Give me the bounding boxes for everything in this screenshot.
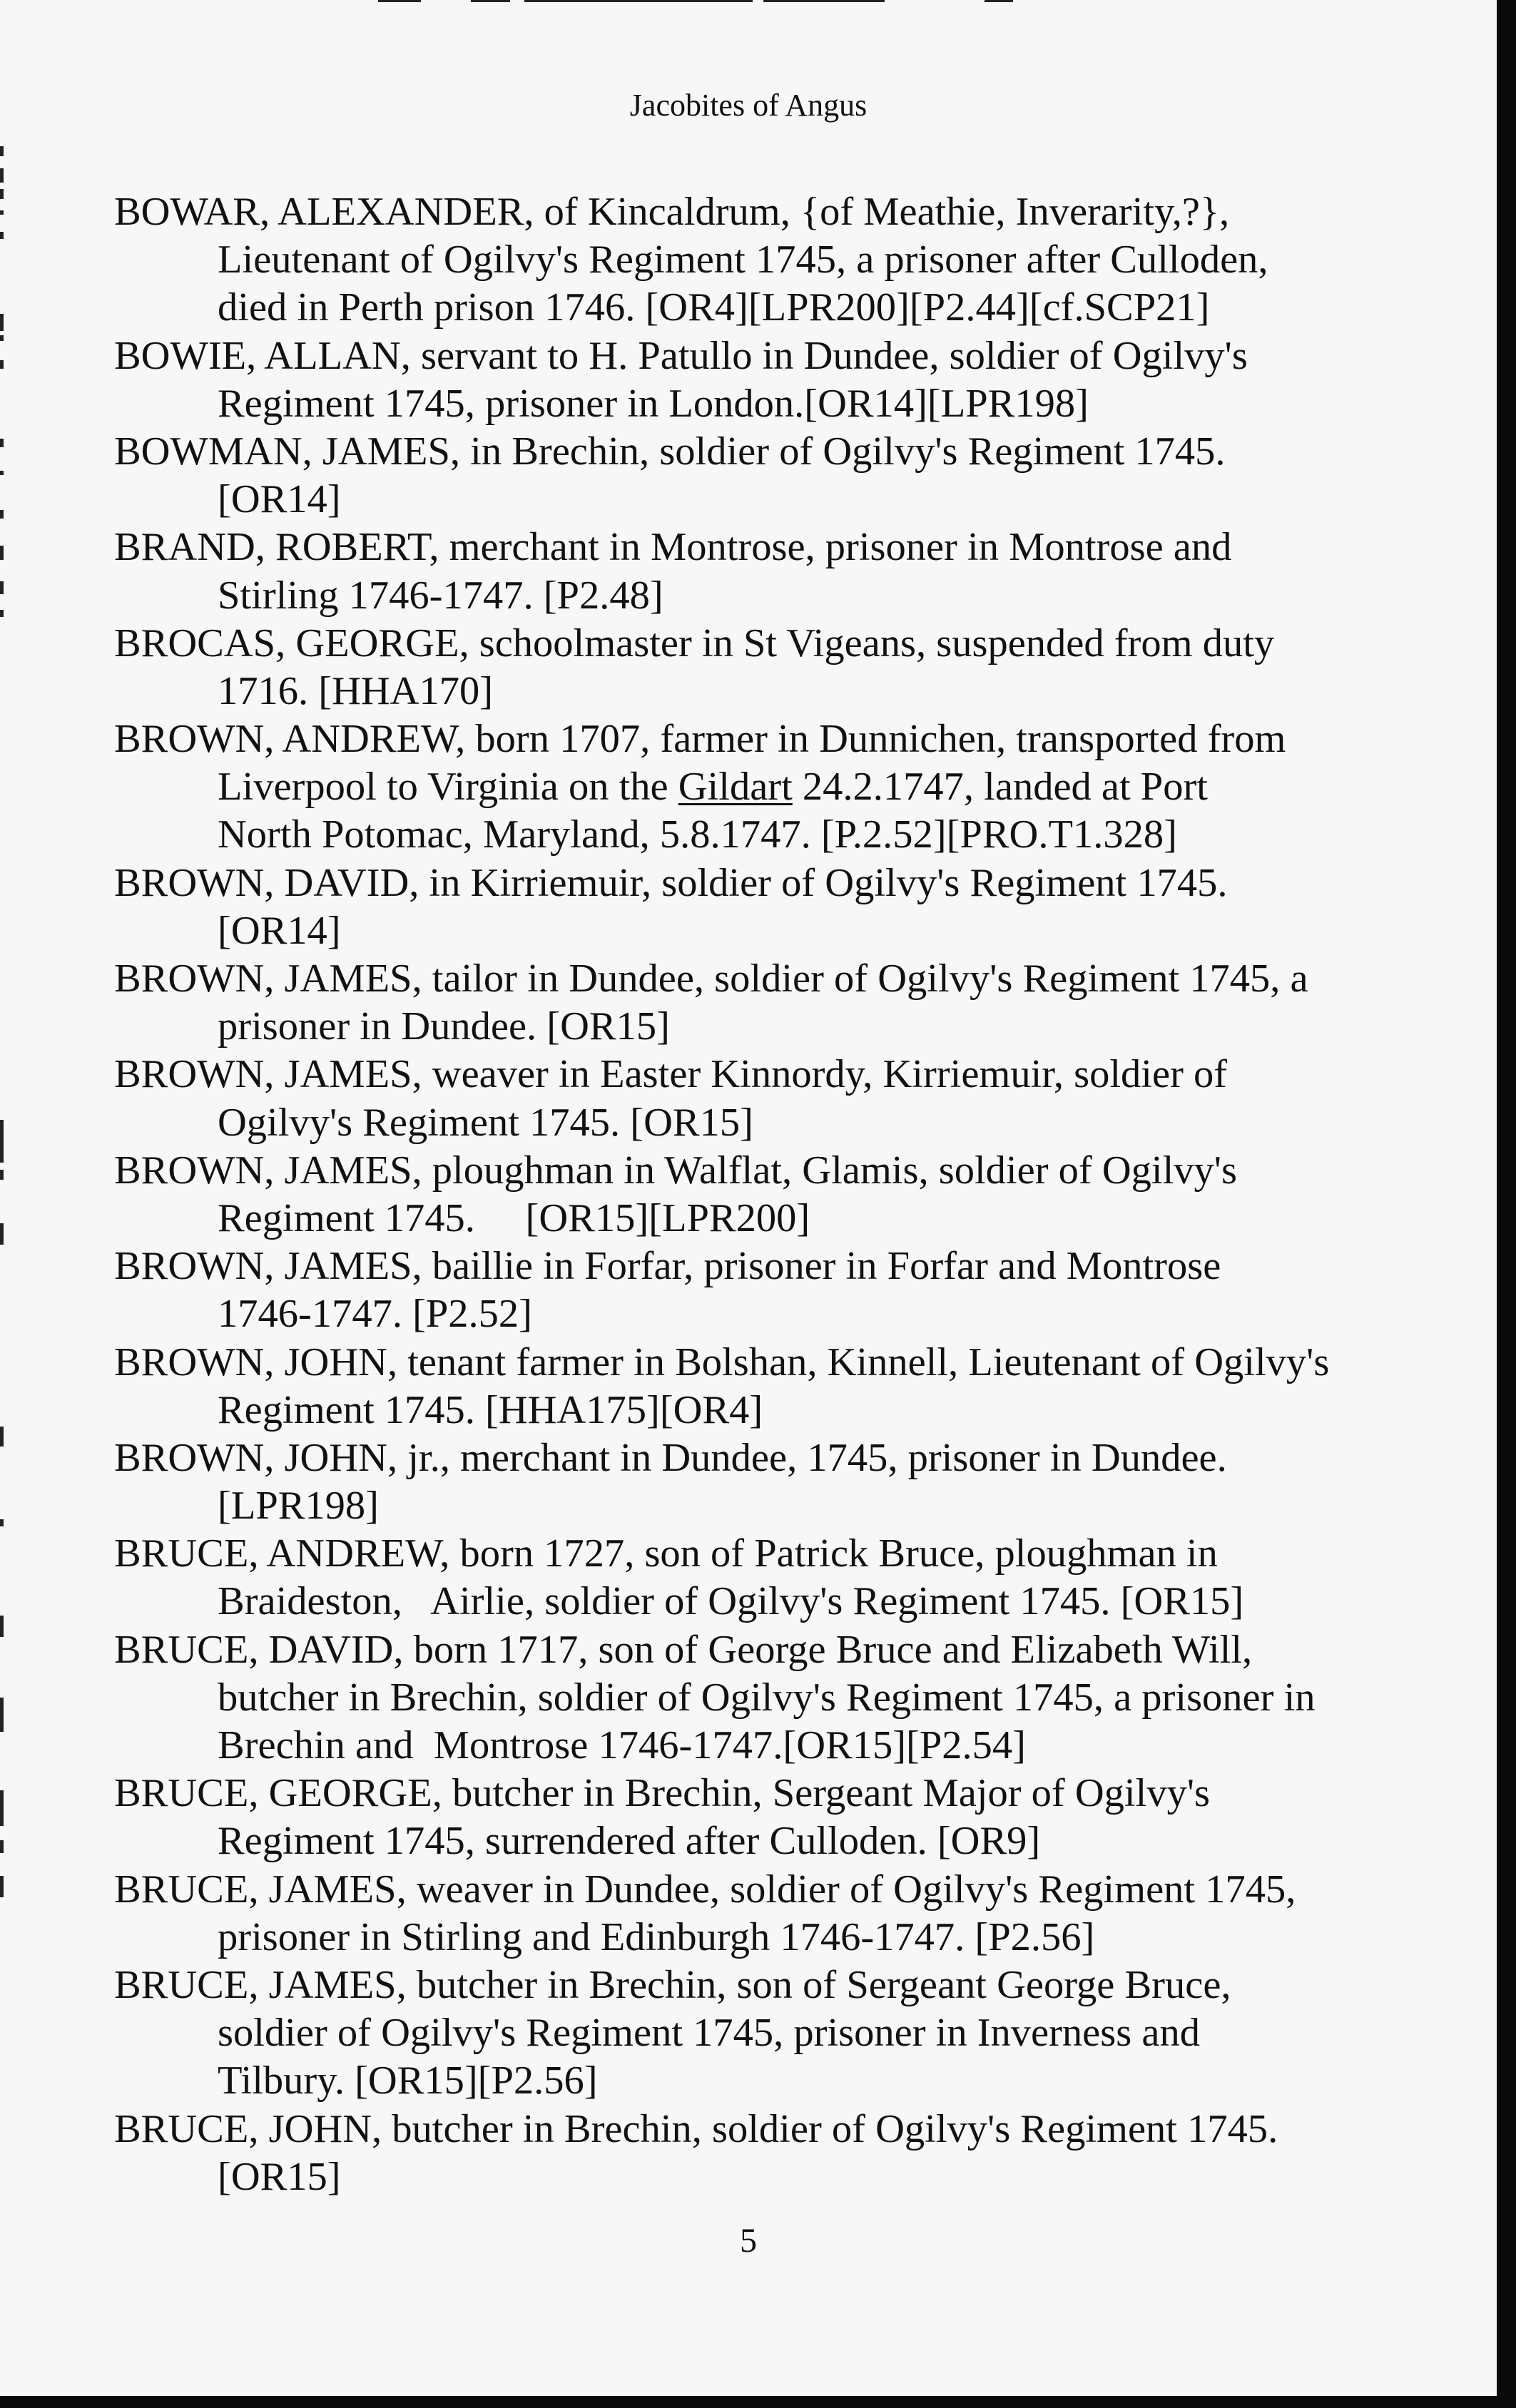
running-header-title: Jacobites of Angus	[629, 88, 868, 123]
entry-heading-line	[114, 1243, 1470, 1290]
line-text: BROWN, DAVID, in Kirriemuir, soldier of Ogilvy's Regiment 1745.	[114, 860, 1228, 905]
line-text: Brechin and Montrose 1746-1747.[OR15][P2.54]	[218, 1723, 1026, 1767]
entry	[114, 1626, 1470, 1770]
scan-artifact	[0, 335, 4, 341]
entry-heading-line	[114, 1051, 1470, 1098]
scan-artifact	[0, 360, 4, 369]
line-text: BROWN, JAMES, baillie in Forfar, prisoner in Forfar and Montrose	[114, 1244, 1221, 1289]
line-text: Lieutenant of Ogilvy's Regiment 1745, a prisoner after Culloden,	[218, 238, 1268, 282]
entry-continuation-line	[114, 1003, 1470, 1051]
line-text: BROWN, JAMES, tailor in Dundee, soldier of Ogilvy's Regiment 1745, a	[114, 956, 1308, 1001]
entry	[114, 1866, 1470, 1961]
entry-heading-line	[114, 1866, 1470, 1914]
page-number: 5	[740, 2222, 757, 2260]
entry-continuation-line	[114, 476, 1470, 524]
entry-list	[114, 188, 1470, 2201]
entry-continuation-line	[114, 1482, 1470, 1530]
scan-artifact	[0, 146, 4, 156]
scan-artifact	[0, 546, 4, 560]
entry-heading-line	[114, 1339, 1470, 1387]
entry-continuation-line	[114, 811, 1470, 859]
entry-continuation-line	[114, 1578, 1470, 1626]
entry	[114, 715, 1470, 859]
entry	[114, 1770, 1470, 1865]
line-text: BRUCE, GEORGE, butcher in Brechin, Sergeant Major of Ogilvy's	[114, 1771, 1210, 1816]
entry-heading-line	[114, 188, 1470, 236]
line-text: 1716. [HHA170]	[218, 668, 494, 713]
entry-continuation-line	[114, 380, 1470, 428]
line-text: BRUCE, JAMES, weaver in Dundee, soldier of Ogilvy's Regiment 1745,	[114, 1867, 1296, 1912]
scan-artifact	[0, 1698, 4, 1732]
line-text: Regiment 1745. [HHA175][OR4]	[218, 1387, 763, 1432]
scan-artifact	[0, 1616, 4, 1637]
entry-continuation-line	[114, 2057, 1470, 2105]
ship-name: Gildart	[678, 765, 793, 810]
entry-continuation-line	[114, 1674, 1470, 1722]
entry-heading-line	[114, 428, 1470, 476]
line-text: BROWN, JOHN, jr., merchant in Dundee, 1745, prisoner in Dundee.	[114, 1435, 1227, 1480]
line-text: BROWN, JAMES, ploughman in Walflat, Glamis, soldier of Ogilvy's	[114, 1148, 1237, 1193]
entry	[114, 620, 1470, 715]
entry	[114, 1051, 1470, 1146]
line-text: Regiment 1745, prisoner in London.[OR14][LPR198]	[218, 381, 1089, 426]
scan-artifact	[378, 0, 421, 2]
line-text: [OR15]	[218, 2154, 341, 2199]
entry	[114, 428, 1470, 524]
entry-heading-line	[114, 524, 1470, 571]
entry-continuation-line	[114, 1290, 1470, 1338]
scan-artifact	[0, 610, 4, 617]
line-text: soldier of Ogilvy's Regiment 1745, prisoner in Inverness and	[218, 2011, 1200, 2056]
line-text: [OR14]	[218, 477, 341, 522]
scan-artifact	[0, 210, 4, 215]
entry	[114, 859, 1470, 955]
entry-continuation-line	[114, 1099, 1470, 1147]
line-text: Regiment 1745, surrendered after Culloden. [OR9]	[218, 1819, 1041, 1864]
entry-heading-line	[114, 1147, 1470, 1195]
entry	[114, 2106, 1470, 2201]
line-text: BOWAR, ALEXANDER, of Kincaldrum, {of Meathie, Inverarity,?},	[114, 190, 1230, 234]
line-text: BOWMAN, JAMES, in Brechin, soldier of Ogilvy's Regiment 1745.	[114, 429, 1226, 474]
entry	[114, 332, 1470, 428]
entry	[114, 188, 1470, 332]
line-text: [LPR198]	[218, 1484, 379, 1529]
line-text: Stirling 1746-1747. [P2.48]	[218, 573, 663, 618]
entry-heading-line	[114, 1961, 1470, 2009]
scan-artifact	[0, 1170, 4, 1180]
scan-artifact	[985, 0, 1013, 2]
scan-artifact	[0, 1840, 4, 1853]
text-segment: 24.2.1747, landed at Port	[792, 765, 1208, 810]
line-text: BROCAS, GEORGE, schoolmaster in St Vigeans, suspended from duty	[114, 621, 1275, 665]
scan-artifact	[0, 168, 4, 183]
entry-heading-line	[114, 1626, 1470, 1674]
entry-heading-line	[114, 620, 1470, 668]
scan-artifact	[0, 581, 4, 594]
entry	[114, 1243, 1470, 1338]
entry-continuation-line	[114, 1387, 1470, 1434]
entry	[114, 1147, 1470, 1243]
line-text: prisoner in Stirling and Edinburgh 1746-1747. [P2.56]	[218, 1914, 1095, 1959]
line-text: prisoner in Dundee. [OR15]	[218, 1004, 670, 1049]
line-text: Braideston, Airlie, soldier of Ogilvy's Regiment 1745. [OR15]	[218, 1579, 1244, 1624]
line-text: BRUCE, ANDREW, born 1727, son of Patrick Bruce, ploughman in	[114, 1531, 1218, 1576]
scan-artifact	[0, 232, 4, 239]
entry-continuation-line	[114, 2153, 1470, 2201]
scan-artifact	[0, 439, 4, 447]
entry-continuation-line	[114, 1817, 1470, 1865]
scan-artifact	[0, 1120, 4, 1163]
line-text: BRAND, ROBERT, merchant in Montrose, prisoner in Montrose and	[114, 525, 1232, 570]
entry-heading-line	[114, 859, 1470, 907]
entry-continuation-line	[114, 1722, 1470, 1770]
entry-heading-line	[114, 2106, 1470, 2153]
entry-heading-line	[114, 715, 1470, 763]
entry-heading-line	[114, 955, 1470, 1003]
entry-heading-line	[114, 1770, 1470, 1817]
line-text: Tilbury. [OR15][P2.56]	[218, 2058, 598, 2103]
entry-continuation-line	[114, 668, 1470, 715]
entry-continuation-line	[114, 907, 1470, 955]
line-text: butcher in Brechin, soldier of Ogilvy's Regiment 1745, a prisoner in	[218, 1675, 1316, 1720]
entry-continuation-line	[114, 236, 1470, 284]
scan-artifact	[0, 1876, 4, 1897]
line-text: died in Perth prison 1746. [OR4][LPR200][P2.44][cf.SCP21]	[218, 285, 1210, 330]
entry-continuation-line	[114, 572, 1470, 620]
line-text: BRUCE, JAMES, butcher in Brechin, son of Sergeant George Bruce,	[114, 1962, 1231, 2007]
line-text: 1746-1747. [P2.52]	[218, 1292, 532, 1337]
line-text: Ogilvy's Regiment 1745. [OR15]	[218, 1100, 753, 1145]
scan-artifact	[0, 1519, 4, 1526]
scan-artifact	[0, 1790, 4, 1826]
text-segment: Liverpool to Virginia on the	[218, 765, 678, 810]
scan-artifact	[0, 1223, 4, 1245]
entry-heading-line	[114, 1530, 1470, 1578]
line-text: BRUCE, JOHN, butcher in Brechin, soldier of Ogilvy's Regiment 1745.	[114, 2106, 1278, 2151]
entry-continuation-line	[114, 763, 1470, 811]
entry	[114, 1339, 1470, 1434]
scan-artifact	[471, 0, 510, 2]
scan-artifact	[0, 471, 4, 475]
entry-heading-line	[114, 1434, 1470, 1482]
entry-heading-line	[114, 332, 1470, 380]
line-text: BROWN, JAMES, weaver in Easter Kinnordy, Kirriemuir, soldier of	[114, 1052, 1228, 1097]
entry	[114, 955, 1470, 1051]
entry	[114, 1530, 1470, 1626]
scan-artifact	[0, 189, 4, 199]
entry-continuation-line	[114, 1195, 1470, 1243]
line-text: BOWIE, ALLAN, servant to H. Patullo in Dundee, soldier of Ogilvy's	[114, 333, 1248, 378]
entry	[114, 524, 1470, 619]
entry-continuation-line	[114, 2009, 1470, 2057]
scan-artifact	[0, 314, 4, 331]
line-text: BRUCE, DAVID, born 1717, son of George Bruce and Elizabeth Will,	[114, 1627, 1253, 1672]
line-text: [OR14]	[218, 908, 341, 953]
entry-continuation-line	[114, 1914, 1470, 1961]
entry	[114, 1434, 1470, 1530]
scan-artifact	[0, 1427, 4, 1447]
entry-continuation-line	[114, 284, 1470, 332]
line-text: North Potomac, Maryland, 5.8.1747. [P.2.52][PRO.T1.328]	[218, 812, 1177, 857]
scan-artifact	[763, 0, 885, 2]
entry	[114, 1961, 1470, 2106]
scan-artifact	[524, 0, 753, 2]
line-text: Regiment 1745. [OR15][LPR200]	[218, 1195, 810, 1240]
scan-artifact	[0, 510, 4, 519]
line-text: BROWN, JOHN, tenant farmer in Bolshan, Kinnell, Lieutenant of Ogilvy's	[114, 1340, 1330, 1384]
line-text: BROWN, ANDREW, born 1707, farmer in Dunnichen, transported from	[114, 717, 1286, 762]
